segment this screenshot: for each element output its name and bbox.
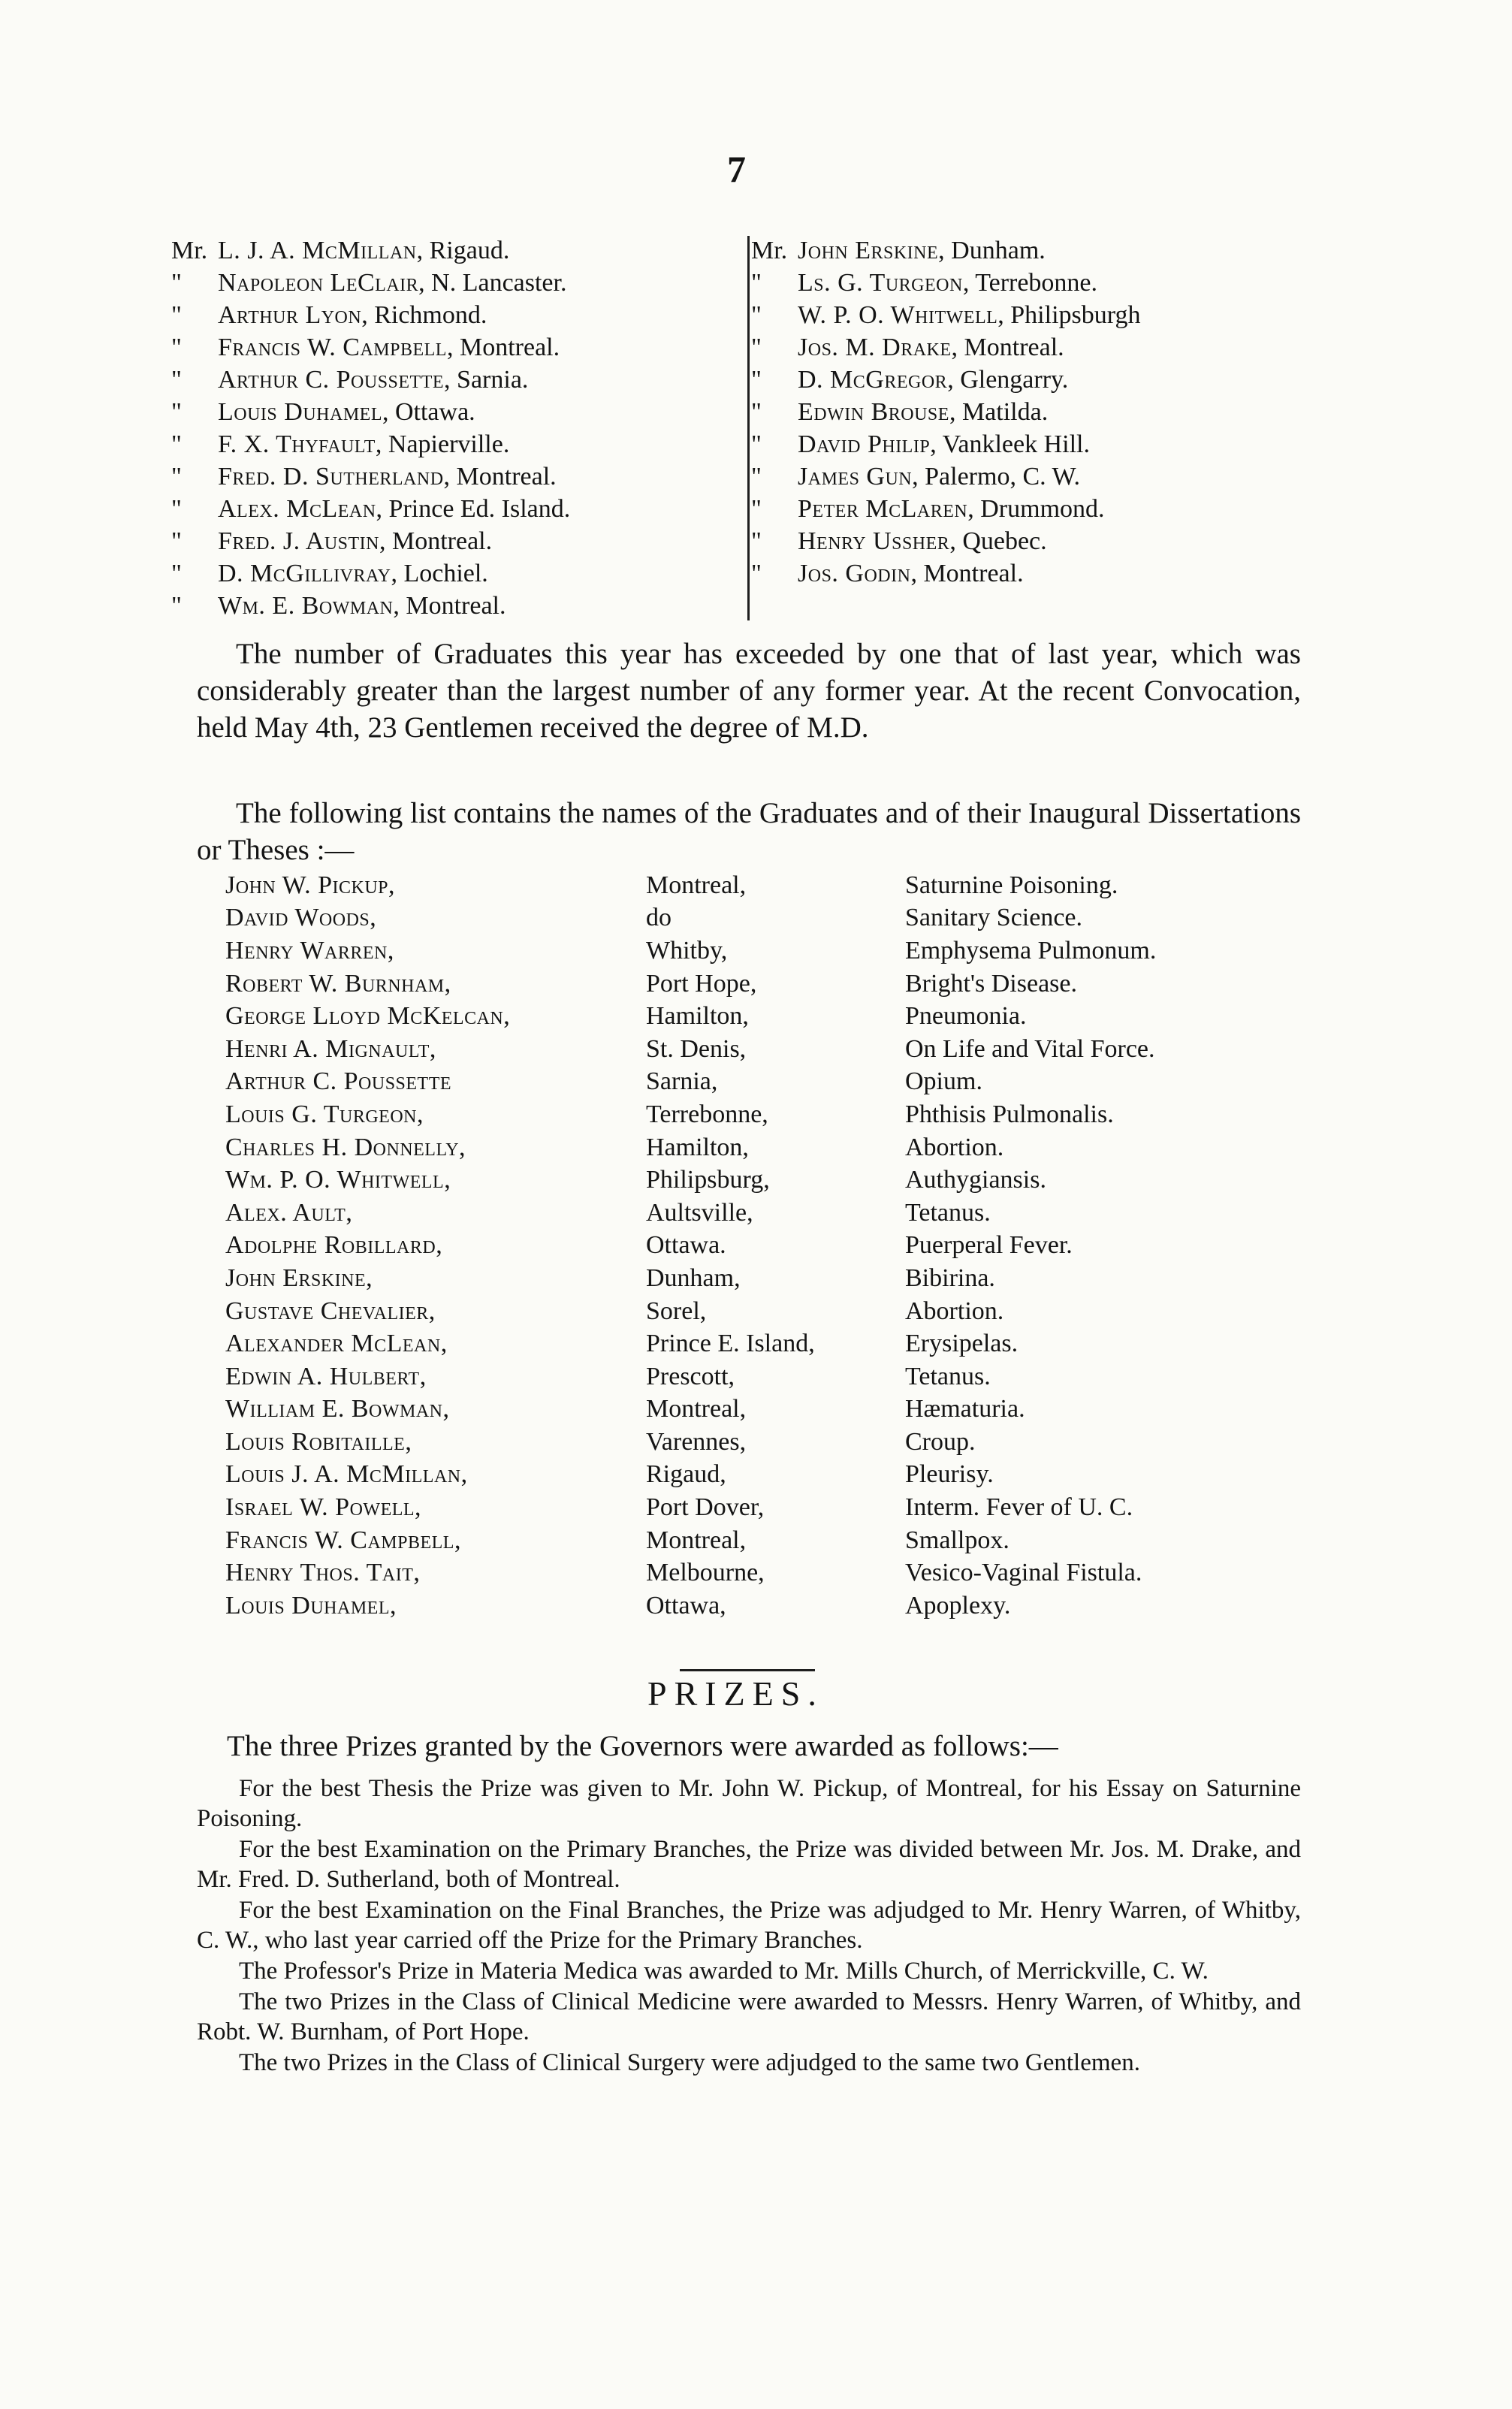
gentleman-place: , Prince Ed. Island. [376, 495, 571, 523]
graduate-thesis: Smallpox. [905, 1526, 1010, 1554]
graduate-place: Melbourne, [646, 1559, 765, 1587]
gentleman-name: Louis Duhamel [218, 398, 382, 426]
graduate-place: Ottawa, [646, 1591, 726, 1620]
gentleman-entry [171, 428, 742, 460]
graduate-thesis: Bibirina. [905, 1263, 995, 1292]
graduate-thesis: Phthisis Pulmonalis. [905, 1100, 1114, 1128]
gentleman-entry [171, 493, 742, 525]
gentleman-place: , Vankleek Hill. [930, 430, 1090, 458]
graduate-name: George Lloyd McKelcan, [225, 1002, 511, 1031]
gentleman-prefix: " [171, 334, 182, 361]
gentleman-prefix: " [751, 495, 762, 523]
gentleman-entry [751, 299, 1329, 331]
gentleman-place: , Glengarry. [947, 366, 1069, 394]
prize-paragraph-text: The two Prizes in the Class of Clinical Medicine were awarded to Messrs. Henry Warren, of Whitby, and Robt. W. Burnham, of Port Hope. [197, 1988, 1301, 2045]
page-number: 7 [727, 148, 746, 190]
graduate-place: Hamilton, [646, 1002, 749, 1031]
graduate-thesis: Croup. [905, 1427, 976, 1456]
prize-paragraph-text: The two Prizes in the Class of Clinical Surgery were adjudged to the same two Gentlemen. [239, 2049, 1140, 2076]
gentleman-prefix: " [171, 527, 182, 555]
graduate-name: Edwin A. Hulbert, [225, 1362, 427, 1390]
gentleman-prefix: " [171, 269, 182, 297]
graduate-row [225, 1000, 1322, 1033]
graduate-place: Prince E. Island, [646, 1330, 815, 1358]
gentleman-prefix: " [751, 269, 762, 297]
gentlemen-column-right [751, 234, 1329, 590]
gentleman-place: , Rigaud. [416, 237, 510, 264]
gentleman-prefix: " [751, 366, 762, 394]
gentleman-name: John Erskine [798, 237, 939, 264]
gentleman-place: , Dunham. [938, 237, 1046, 264]
graduate-row [225, 1066, 1322, 1099]
graduate-row [225, 1524, 1322, 1557]
gentleman-place: , Philipsburgh [997, 301, 1141, 329]
graduate-thesis: Emphysema Pulmonum. [905, 936, 1157, 965]
graduate-thesis: Vesico-Vaginal Fistula. [905, 1559, 1142, 1587]
gentleman-prefix: " [751, 334, 762, 361]
graduate-name: Henri A. Mignault, [225, 1034, 436, 1063]
gentleman-name: Henry Ussher [798, 527, 950, 555]
graduate-row [225, 934, 1322, 968]
graduate-thesis: Authygiansis. [905, 1166, 1046, 1194]
gentleman-entry [171, 557, 742, 590]
graduate-row [225, 1393, 1322, 1426]
graduate-name: Louis Duhamel, [225, 1591, 397, 1620]
section-divider [680, 1669, 815, 1671]
graduate-thesis: On Life and Vital Force. [905, 1034, 1155, 1063]
gentleman-prefix: " [751, 527, 762, 555]
gentleman-prefix: " [751, 463, 762, 491]
graduate-name: Louis G. Turgeon, [225, 1100, 424, 1128]
gentleman-entry [171, 234, 742, 267]
graduate-row [225, 1459, 1322, 1492]
graduate-place: Philipsburg, [646, 1166, 770, 1194]
graduate-name: Gustave Chevalier, [225, 1297, 436, 1325]
gentleman-entry [751, 331, 1329, 364]
gentleman-place: , Richmond. [361, 301, 487, 329]
graduate-place: Montreal, [646, 1395, 747, 1423]
gentleman-place: , Montreal. [393, 592, 506, 620]
graduate-row [225, 968, 1322, 1001]
prize-paragraph-text: For the best Thesis the Prize was given to Mr. John W. Pickup, of Montreal, for his Essay on Saturnine Poisoning. [197, 1775, 1301, 1832]
prizes-lead-text: The three Prizes granted by the Governors were awarded as follows:— [227, 1730, 1058, 1762]
prizes-section [197, 1728, 1301, 2078]
gentleman-place: , Montreal. [379, 527, 493, 555]
graduates-table [225, 869, 1322, 1623]
gentleman-place: , N. Lancaster. [418, 269, 567, 297]
graduate-row [225, 1426, 1322, 1459]
graduate-row [225, 1164, 1322, 1197]
gentleman-place: , Napierville. [375, 430, 510, 458]
graduate-name: John Erskine, [225, 1263, 373, 1292]
gentleman-name: Fred. J. Austin [218, 527, 379, 555]
graduate-row [225, 1262, 1322, 1295]
prize-paragraph [197, 1834, 1301, 1894]
gentleman-name: Peter McLaren [798, 495, 968, 523]
graduate-thesis: Interm. Fever of U. C. [905, 1493, 1133, 1522]
prizes-paragraphs [197, 1774, 1301, 2078]
graduate-thesis: Opium. [905, 1067, 982, 1096]
graduate-row [225, 869, 1322, 902]
gentleman-place: , Palermo, C. W. [912, 463, 1080, 491]
gentlemen-column-left [171, 234, 742, 622]
gentlemen-list [171, 234, 1328, 625]
prize-paragraph [197, 1895, 1301, 1955]
gentleman-prefix: " [751, 301, 762, 329]
graduate-row [225, 1131, 1322, 1164]
graduate-thesis: Pneumonia. [905, 1002, 1027, 1031]
graduate-thesis: Hæmaturia. [905, 1395, 1025, 1423]
graduate-place: Port Hope, [646, 969, 757, 998]
gentleman-place: , Lochiel. [391, 560, 488, 587]
graduate-row [225, 1589, 1322, 1623]
graduate-place: Ottawa. [646, 1231, 726, 1260]
gentleman-entry [751, 525, 1329, 557]
graduate-thesis: Abortion. [905, 1297, 1004, 1325]
prizes-lead [197, 1728, 1301, 1764]
graduate-name: Arthur C. Poussette [225, 1067, 452, 1096]
graduate-place: Aultsville, [646, 1198, 753, 1227]
gentleman-prefix: " [751, 398, 762, 426]
gentleman-name: Alex. McLean [218, 495, 376, 523]
gentleman-entry [751, 460, 1329, 493]
prize-paragraph-text: For the best Examination on the Final Branches, the Prize was adjudged to Mr. Henry Warren, of Whitby, C. W., who last year carried off the Prize for the Primary Branches. [197, 1897, 1301, 1954]
gentleman-prefix: " [751, 560, 762, 587]
graduate-thesis: Puerperal Fever. [905, 1231, 1073, 1260]
graduate-row [225, 1556, 1322, 1589]
gentleman-name: Jos. Godin [798, 560, 911, 587]
gentleman-prefix: Mr. [171, 237, 208, 264]
graduate-place: Port Dover, [646, 1493, 765, 1522]
column-divider [747, 236, 750, 620]
graduate-thesis: Erysipelas. [905, 1330, 1019, 1358]
gentleman-entry [751, 557, 1329, 590]
gentleman-name: David Philip [798, 430, 931, 458]
gentleman-name: Arthur C. Poussette [218, 366, 445, 394]
gentleman-entry [751, 267, 1329, 299]
gentleman-entry [751, 493, 1329, 525]
graduate-place: Whitby, [646, 936, 728, 965]
gentleman-entry [171, 525, 742, 557]
graduate-name: Alexander McLean, [225, 1330, 448, 1358]
graduate-row [225, 1491, 1322, 1524]
gentleman-place: , Montreal. [910, 560, 1024, 587]
gentleman-place: , Matilda. [949, 398, 1049, 426]
gentleman-place: , Ottawa. [382, 398, 475, 426]
gentleman-entry [171, 396, 742, 428]
gentleman-name: James Gun [798, 463, 913, 491]
prize-paragraph-text: The Professor's Prize in Materia Medica was awarded to Mr. Mills Church, of Merrickville, C. W. [239, 1958, 1209, 1985]
prize-paragraph-text: For the best Examination on the Primary Branches, the Prize was divided between Mr. Jos. M. Drake, and Mr. Fred. D. Sutherland, both of Montreal. [197, 1836, 1301, 1893]
gentleman-prefix: " [171, 463, 182, 491]
graduate-thesis: Bright's Disease. [905, 969, 1077, 998]
graduate-thesis: Sanitary Science. [905, 904, 1083, 932]
graduate-place: Prescott, [646, 1362, 735, 1390]
gentleman-place: , Quebec. [949, 527, 1047, 555]
graduate-name: Louis J. A. McMillan, [225, 1460, 468, 1489]
graduates-paragraph-text: The number of Graduates this year has exceeded by one that of last year, which was considerably greater than the largest number of any former year. At the recent Convocation, held May 4th, 23 Gentlemen received the degree of M.D. [197, 638, 1301, 744]
graduate-row [225, 902, 1322, 935]
gentleman-place: , Montreal. [951, 334, 1064, 361]
graduate-place: Sarnia, [646, 1067, 718, 1096]
gentleman-name: D. McGregor [798, 366, 948, 394]
gentleman-place: , Montreal. [446, 334, 560, 361]
graduate-name: Francis W. Campbell, [225, 1526, 461, 1554]
graduate-name: Louis Robitaille, [225, 1427, 412, 1456]
graduate-place: Montreal, [646, 871, 747, 899]
graduate-thesis: Pleurisy. [905, 1460, 994, 1489]
graduate-thesis: Apoplexy. [905, 1591, 1011, 1620]
graduate-place: Terrebonne, [646, 1100, 768, 1128]
list-intro-text: The following list contains the names of the Graduates and of their Inaugural Dissertations or Theses :— [197, 797, 1301, 866]
gentleman-entry [171, 299, 742, 331]
prize-paragraph [197, 1774, 1301, 1834]
graduate-place: Dunham, [646, 1263, 741, 1292]
graduate-row [225, 1360, 1322, 1393]
gentleman-name: W. P. O. Whitwell [798, 301, 998, 329]
graduate-row [225, 1197, 1322, 1230]
graduate-place: Sorel, [646, 1297, 707, 1325]
prize-paragraph [197, 1956, 1301, 1986]
gentleman-prefix: " [171, 301, 182, 329]
gentleman-entry [751, 396, 1329, 428]
graduate-place: do [646, 904, 671, 932]
graduate-row [225, 1033, 1322, 1066]
gentleman-name: Jos. M. Drake [798, 334, 952, 361]
gentleman-prefix: Mr. [751, 237, 788, 264]
graduate-place: Montreal, [646, 1526, 747, 1554]
gentleman-prefix: " [171, 592, 182, 620]
graduate-row [225, 1098, 1322, 1131]
gentleman-place: , Drummond. [967, 495, 1105, 523]
gentleman-entry [171, 364, 742, 396]
graduate-name: Wm. P. O. Whitwell, [225, 1166, 451, 1194]
gentleman-name: D. McGillivray [218, 560, 391, 587]
gentleman-prefix: " [171, 430, 182, 458]
gentleman-name: Arthur Lyon [218, 301, 362, 329]
graduate-name: Henry Thos. Tait, [225, 1559, 421, 1587]
graduate-row [225, 1295, 1322, 1328]
gentleman-prefix: " [171, 560, 182, 587]
gentleman-prefix: " [751, 430, 762, 458]
gentleman-entry [751, 428, 1329, 460]
gentleman-name: F. X. Thyfault [218, 430, 376, 458]
graduate-thesis: Tetanus. [905, 1362, 991, 1390]
gentleman-prefix: " [171, 495, 182, 523]
gentleman-entry [171, 331, 742, 364]
gentleman-entry [751, 364, 1329, 396]
graduate-name: Charles H. Donnelly, [225, 1133, 466, 1161]
gentleman-name: Ls. G. Turgeon [798, 269, 963, 297]
graduate-thesis: Tetanus. [905, 1198, 991, 1227]
graduate-name: Adolphe Robillard, [225, 1231, 443, 1260]
graduates-paragraph [197, 635, 1301, 746]
graduate-thesis: Abortion. [905, 1133, 1004, 1161]
graduate-name: Alex. Ault, [225, 1198, 353, 1227]
graduate-name: David Woods, [225, 904, 377, 932]
gentleman-name: Francis W. Campbell [218, 334, 447, 361]
graduate-name: John W. Pickup, [225, 871, 396, 899]
graduate-row [225, 1327, 1322, 1360]
list-intro-paragraph [197, 795, 1301, 868]
gentleman-entry [751, 234, 1329, 267]
gentleman-place: , Montreal. [443, 463, 557, 491]
gentleman-place: , Terrebonne. [962, 269, 1098, 297]
prize-paragraph [197, 1987, 1301, 2047]
graduate-place: St. Denis, [646, 1034, 747, 1063]
gentleman-name: Napoleon LeClair [218, 269, 419, 297]
gentleman-name: L. J. A. McMillan [218, 237, 417, 264]
gentleman-name: Fred. D. Sutherland [218, 463, 444, 491]
gentleman-entry [171, 590, 742, 622]
graduate-place: Hamilton, [646, 1133, 749, 1161]
gentleman-place: , Sarnia. [444, 366, 529, 394]
graduate-row [225, 1230, 1322, 1263]
gentleman-name: Wm. E. Bowman [218, 592, 394, 620]
graduate-name: William E. Bowman, [225, 1395, 450, 1423]
gentleman-name: Edwin Brouse [798, 398, 949, 426]
graduate-name: Israel W. Powell, [225, 1493, 422, 1522]
gentleman-entry [171, 267, 742, 299]
graduate-thesis: Saturnine Poisoning. [905, 871, 1118, 899]
graduate-name: Henry Warren, [225, 936, 394, 965]
gentleman-prefix: " [171, 398, 182, 426]
prizes-heading: PRIZES. [647, 1674, 824, 1713]
gentleman-entry [171, 460, 742, 493]
gentleman-prefix: " [171, 366, 182, 394]
graduate-name: Robert W. Burnham, [225, 969, 451, 998]
graduate-place: Varennes, [646, 1427, 747, 1456]
graduate-place: Rigaud, [646, 1460, 726, 1489]
prize-paragraph [197, 2048, 1301, 2078]
